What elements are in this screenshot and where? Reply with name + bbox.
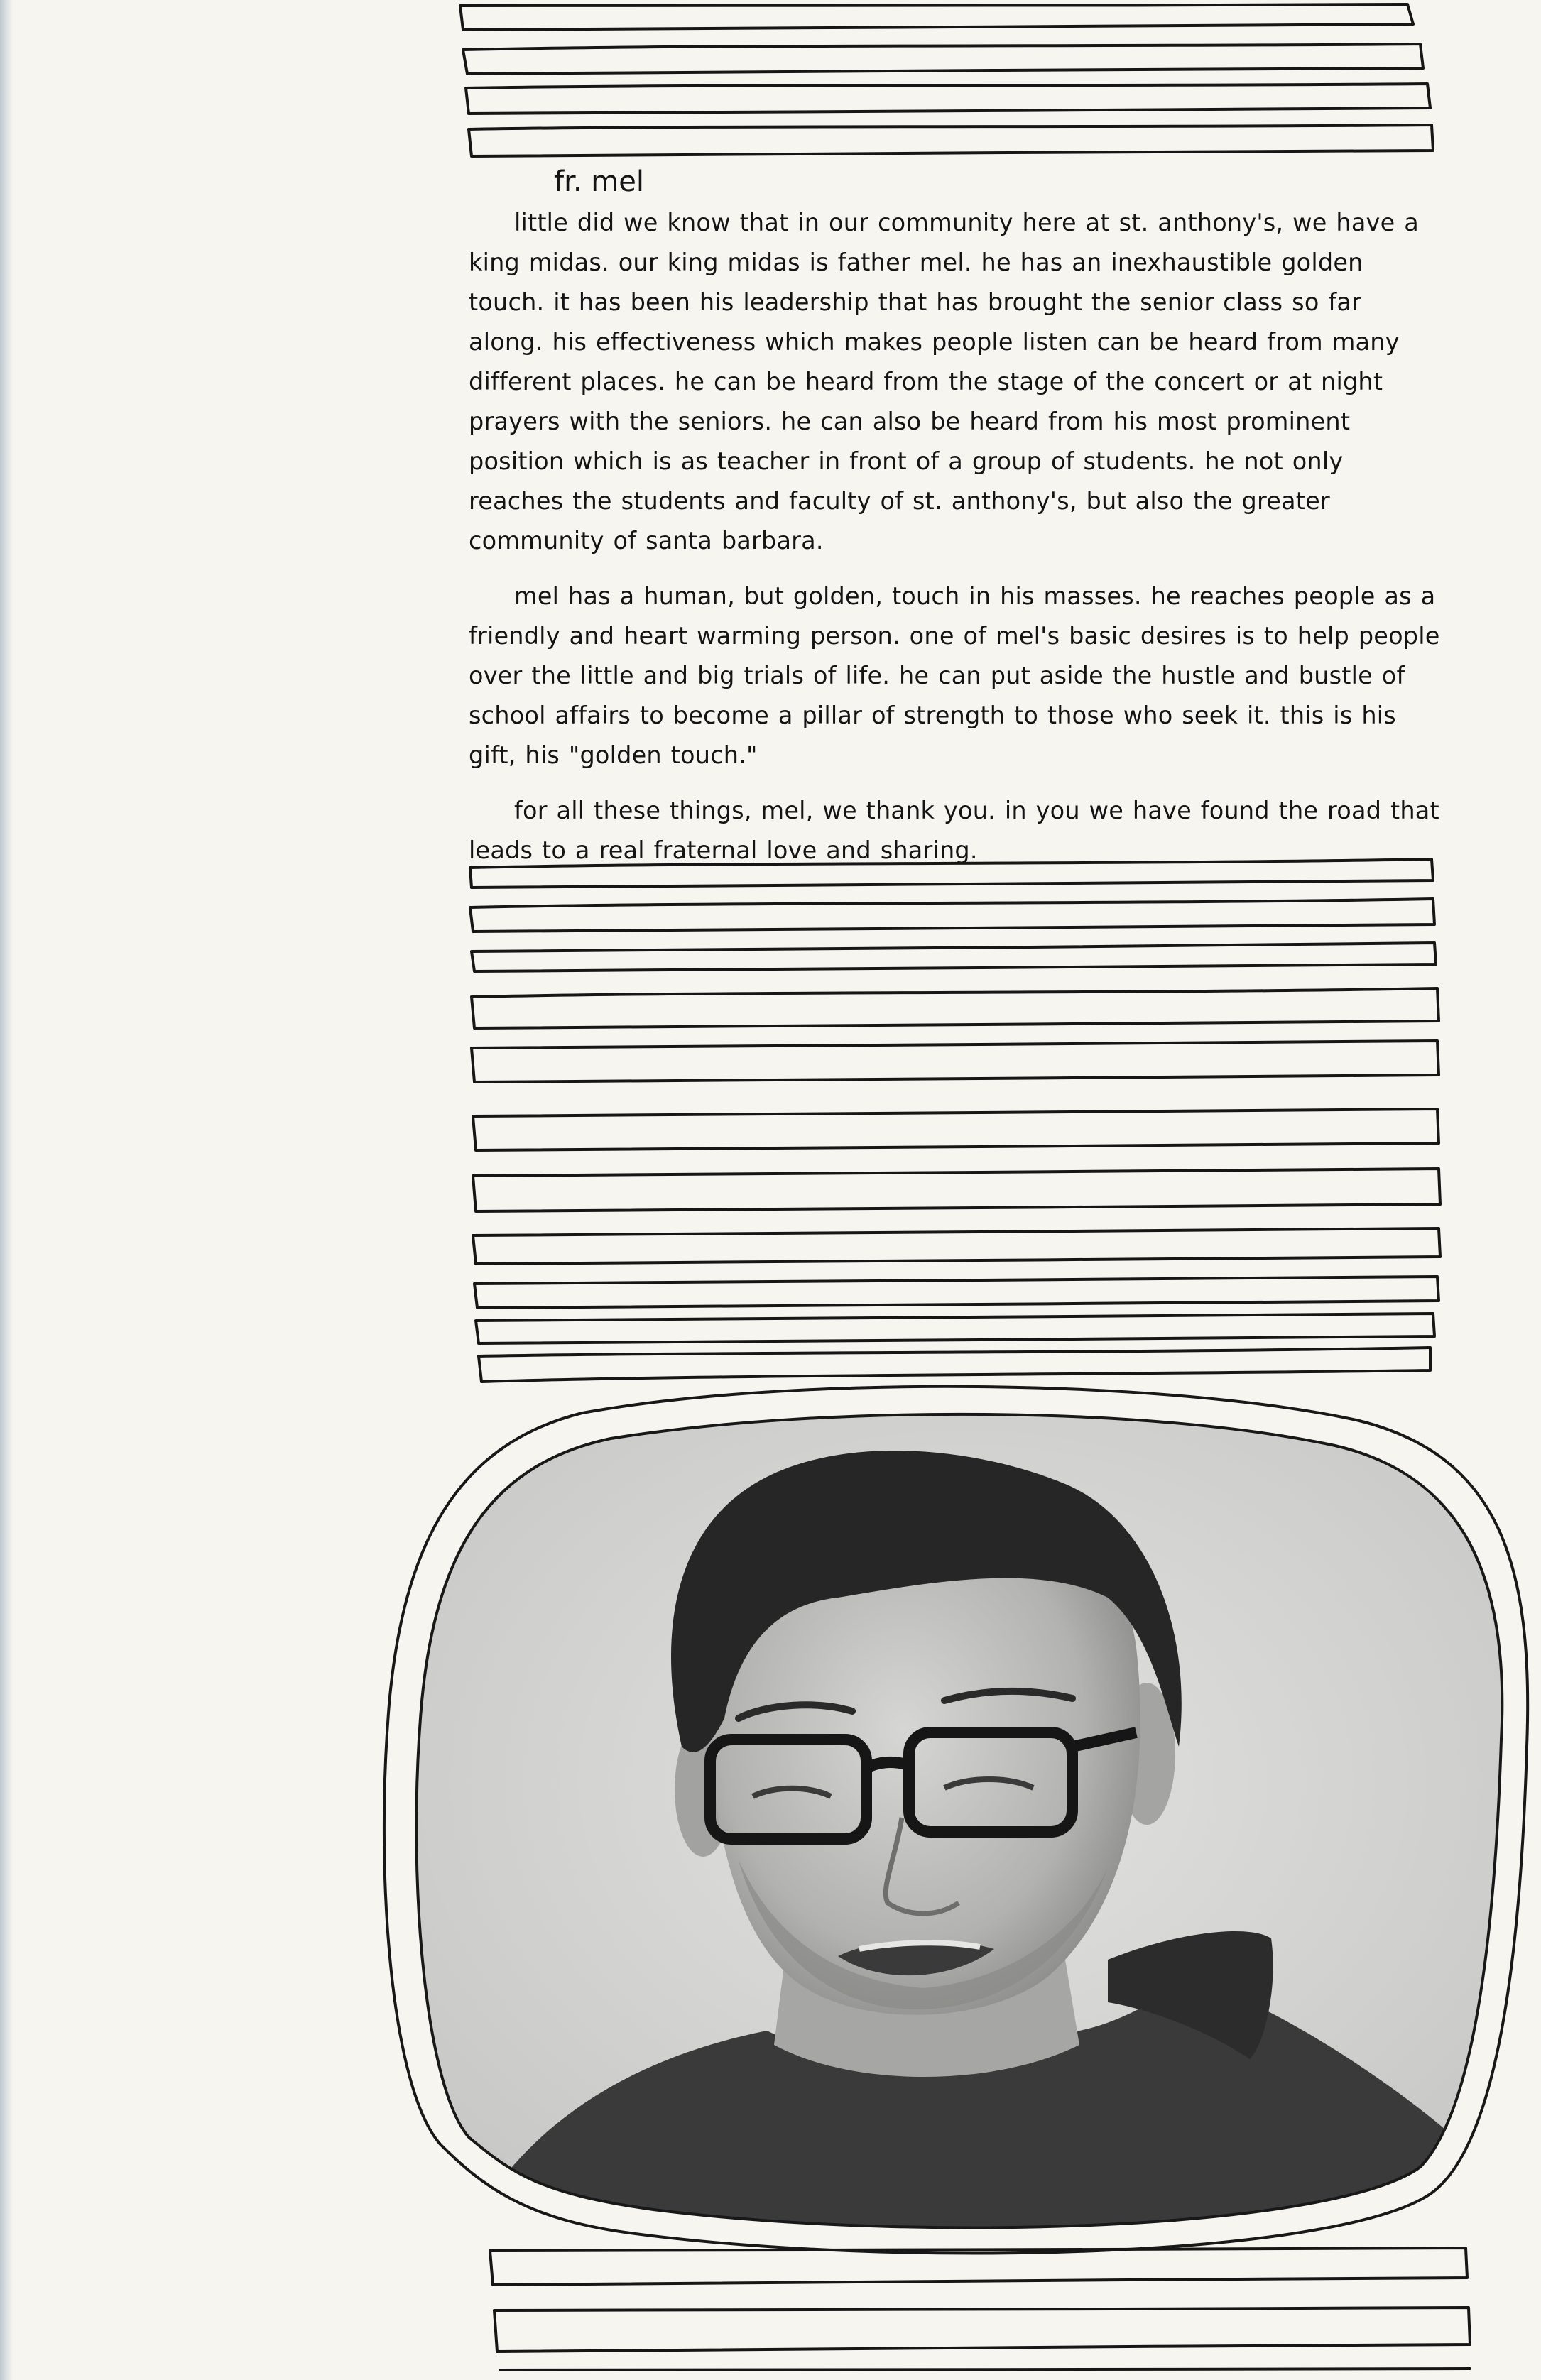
glasses-bridge <box>866 1762 909 1768</box>
article-paragraph-3: for all these things, mel, we thank you. in you we have found the road that leads to a real fraternal love and sharing. <box>469 797 1439 864</box>
photo-content <box>398 1392 1534 2258</box>
article-paragraph-2: mel has a human, but golden, touch in his masses. he reaches people as a friendly and heart warming person. one of mel's basic desires is to help people over the little and big trials of life. he can put aside the hustle and bustle of school affairs to become a pillar of strength to those who seek it. this is his gift, his "golden touch." <box>469 582 1440 769</box>
article-title: fr. mel <box>554 165 644 198</box>
article-paragraph-1: little did we know that in our community here at st. anthony's, we have a king midas. our king midas is father mel. he has an inexhaustible golden touch. it has been his leadership that has brought the senior class so far along. his effectiveness which makes people listen can be heard from many different places. he can be heard from the stage of the concert or at night prayers with the seniors. he can also be heard from his most prominent position which is as teacher in front of a group of students. he not only reaches the students and faculty of st. anthony's, but also the greater community of santa barbara. <box>469 209 1419 555</box>
